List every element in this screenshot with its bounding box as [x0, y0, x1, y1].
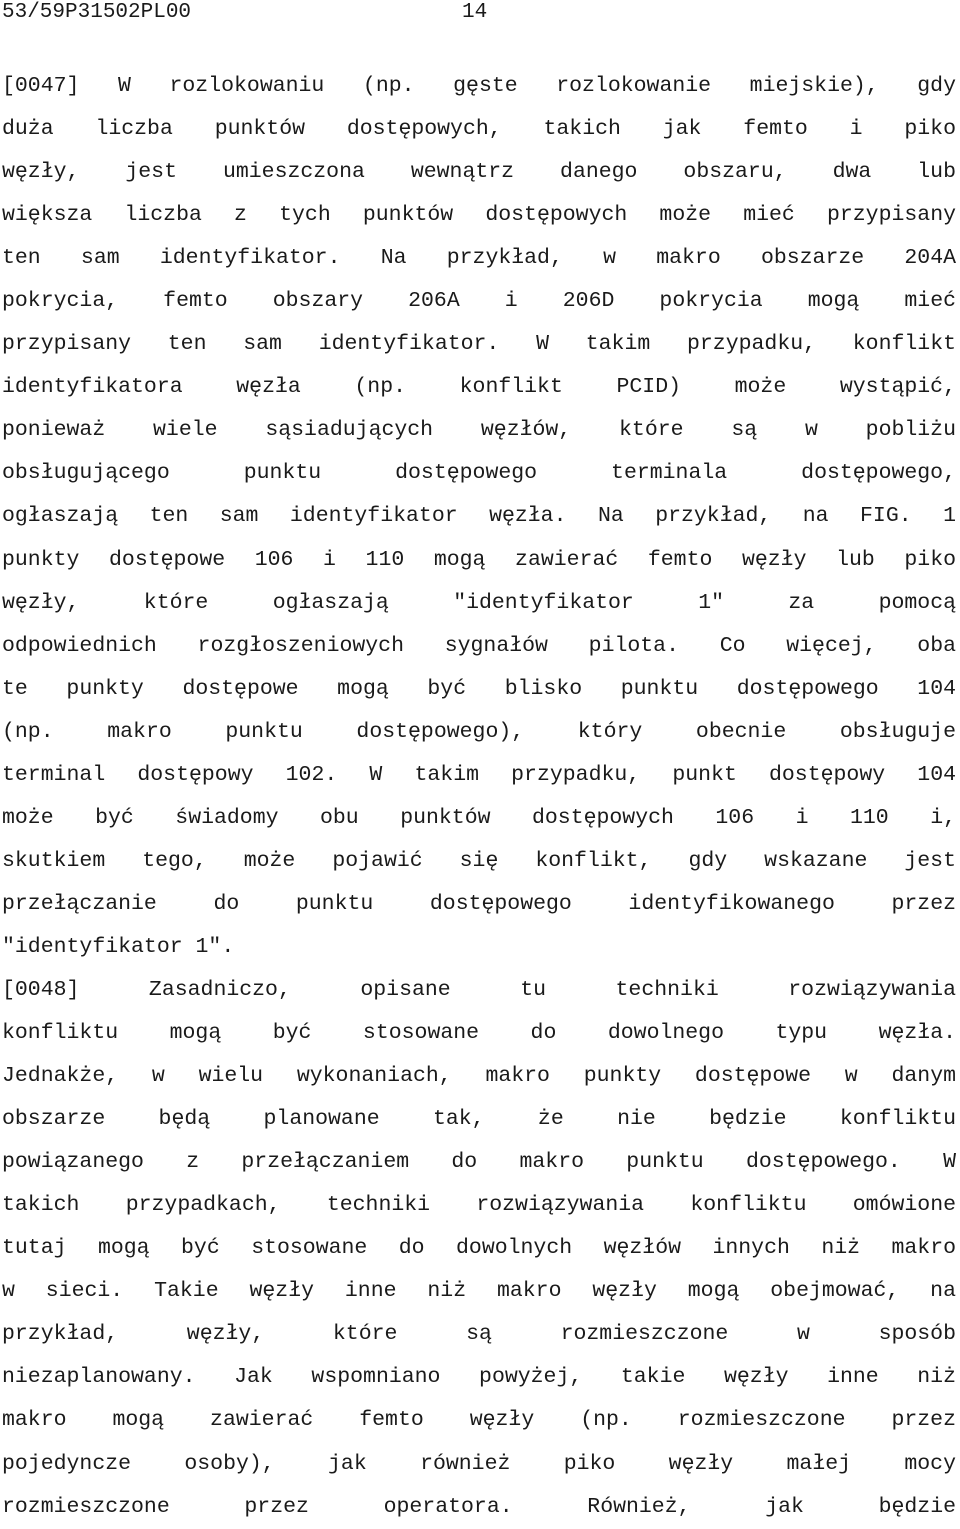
page-number: 14 [462, 1, 488, 24]
text-line: skutkiem tego, może pojawić się konflikt, gdy wskazane jest [2, 848, 956, 873]
text-line: w sieci. Takie węzły inne niż makro węzły mogą obejmować, na [2, 1279, 956, 1304]
text-line: pokrycia, femto obszary 206A i 206D pokrycia mogą mieć [2, 289, 956, 314]
text-line: pojedyncze osoby), jak również piko węzły małej mocy [2, 1451, 956, 1476]
text-line: [0047] W rozlokowaniu (np. gęste rozlokowanie miejskie), gdy [2, 74, 956, 98]
text-line: rozmieszczone przez operatora. Również, jak będzie [2, 1494, 956, 1519]
text-line: węzły, jest umieszczona wewnątrz danego obszaru, dwa lub [2, 160, 956, 185]
text-line: [0048] Zasadniczo, opisane tu techniki rozwiązywania [2, 977, 956, 1002]
text-line: obszarze będą planowane tak, że nie będzie konfliktu [2, 1107, 956, 1132]
document-body [2, 65, 956, 1529]
text-line: "identyfikator 1". [2, 934, 235, 959]
text-line: ten sam identyfikator. Na przykład, w makro obszarze 204A [2, 246, 956, 271]
text-line: ogłaszają ten sam identyfikator węzła. Na przykład, na FIG. 1 [2, 504, 956, 529]
text-line: obsługującego punktu dostępowego terminala dostępowego, [2, 461, 956, 486]
text-line: (np. makro punktu dostępowego), który obecnie obsługuje [2, 719, 956, 744]
text-line: większa liczba z tych punktów dostępowych może mieć przypisany [2, 203, 956, 228]
text-line: przełączanie do punktu dostępowego identyfikowanego przez [2, 891, 956, 916]
text-line: makro mogą zawierać femto węzły (np. rozmieszczone przez [2, 1408, 956, 1433]
text-line: powiązanego z przełączaniem do makro punktu dostępowego. W [2, 1150, 956, 1175]
text-line: takich przypadkach, techniki rozwiązywania konfliktu omówione [2, 1193, 956, 1218]
document-id: 53/59P31502PL00 [2, 1, 192, 24]
text-line: tutaj mogą być stosowane do dowolnych węzłów innych niż makro [2, 1236, 956, 1261]
text-line: niezaplanowany. Jak wspomniano powyżej, takie węzły inne niż [2, 1365, 956, 1390]
text-line: duża liczba punktów dostępowych, takich jak femto i piko [2, 117, 956, 142]
text-line: odpowiednich rozgłoszeniowych sygnałów pilota. Co więcej, oba [2, 633, 956, 658]
text-line: te punkty dostępowe mogą być blisko punktu dostępowego 104 [2, 676, 956, 701]
text-line: punkty dostępowe 106 i 110 mogą zawierać femto węzły lub piko [2, 547, 956, 572]
text-line: ponieważ wiele sąsiadujących węzłów, które są w pobliżu [2, 418, 956, 443]
page-header [2, 0, 958, 26]
text-line: konfliktu mogą być stosowane do dowolnego typu węzła. [2, 1021, 956, 1046]
text-line: węzły, które ogłaszają "identyfikator 1" za pomocą [2, 590, 956, 615]
text-line: przykład, węzły, które są rozmieszczone w sposób [2, 1322, 956, 1347]
text-line: Jednakże, w wielu wykonaniach, makro punkty dostępowe w danym [2, 1064, 956, 1089]
text-line: terminal dostępowy 102. W takim przypadku, punkt dostępowy 104 [2, 762, 956, 787]
text-line: może być świadomy obu punktów dostępowych 106 i 110 i, [2, 805, 956, 830]
text-line: przypisany ten sam identyfikator. W takim przypadku, konflikt [2, 332, 956, 357]
text-line: identyfikatora węzła (np. konflikt PCID) może wystąpić, [2, 375, 956, 400]
